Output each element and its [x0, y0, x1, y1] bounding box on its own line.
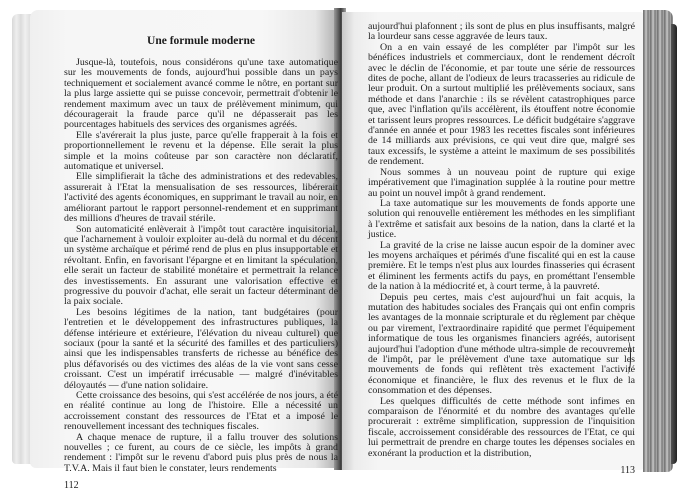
paragraph: Jusque-là, toutefois, nous considérons qu'une taxe automatique sur les mouvements de fonds, aujourd'hui possible dans un pays techniquement et socialement avancé comme le nôtre, en portant sur la plus large assiette qui se puisse concevoir, permettrait d'obtenir le rendement maximum avec un taux de prélèvement minimum, qui découragerait la fraude parce qu'il ne dépasserait pas les pourcentages habituels des services des organismes agréés.: [64, 57, 338, 131]
paragraph: Elle simplifierait la tâche des administrations et des redevables, assurerait à l'Etat la mensualisation de ses ressources, libérerait l'activité des agents économiques, en supprimant le travail au noir, en améliorant partout le rapport personnel-rendement et en supprimant des millions d'heures de travail stérile.: [64, 171, 338, 225]
paragraph: La gravité de la crise ne laisse aucun espoir de la dominer avec les moyens archaïques et périmés d'une fiscalité qui en est la cause première. Et le temps n'est plus aux lourdes finasseries qui écrasent et éliminent les ferments actifs du pays, en prométtant l'ensemble de la nation à la médiocrité et, à court terme, à la pauvreté.: [368, 239, 635, 293]
page-number-right: 113: [620, 465, 635, 477]
paragraph: aujourd'hui plafonnent ; ils sont de plus en plus insuffisants, malgré la lourdeur sans cesse aggravée de leurs taux.: [368, 21, 635, 43]
right-page-text: [368, 22, 635, 459]
paragraph: La taxe automatique sur les mouvements de fonds apporte une solution qui renouvelle entièrement les méthodes en les simplifiant à l'extrême et satisfait aux besoins de la nation, dans la clarté et la justice.: [368, 197, 635, 241]
left-page-text: [64, 58, 338, 474]
right-page-column: [368, 21, 635, 477]
handwritten-margin-bracket: [624, 340, 631, 374]
left-page-column: [64, 34, 338, 492]
paragraph: Cette croissance des besoins, qui s'est accélérée de nos jours, a été en réalité continue au long de l'histoire. Elle a nécessité un accroissement constant des ressources de l'Etat et a imposé le renouvellement incessant des techniques fiscales.: [64, 390, 338, 433]
paragraph: Son automaticité enlèverait à l'impôt tout caractère inquisitorial, que l'acharnement à vouloir exploiter au-delà du normal et du décent un système archaïque et périmé rend de plus en plus insupportable et révoltant. Enfin, en favorisant l'épargne et en limitant la spéculation, elle serait un facteur de stabilité monétaire et permettrait la relance des investissements. En assurant une valorisation effective et progressive du pouvoir d'achat, elle serait un facteur déterminant de la paix sociale.: [64, 223, 338, 308]
paragraph: Les besoins légitimes de la nation, tant budgétaires (pour l'entretien et le développement des infrastructures publiques, la défense intérieure et extérieure, l'élévation du niveau culturel) que sociaux (pour la santé et la sécurité des familles et des particuliers) ainsi que les indispensables transferts de richesse au bénéfice des plus défavorisés ou des victimes des aléas de la vie vont sans cesse croissant. C'est un impératif irrécusable — malgré d'inévitables déloyautés — d'une nation solidaire.: [64, 306, 338, 391]
paragraph: Elle s'avérerait la plus juste, parce qu'elle frapperait à la fois et proportionnellement le revenu et la dépense. Elle serait la plus simple et la moins coûteuse par son caractère non déclaratif, automatique et universel.: [64, 129, 338, 173]
paragraph: A chaque menace de rupture, il a fallu trouver des solutions nouvelles ; ce furent, au cours de ce siècle, les impôts à grand rendement : l'impôt sur le revenu d'abord puis plus près de nous la T.V.A. Mais il faut bien le constater, leurs rendements: [64, 431, 338, 474]
paragraph: Nous sommes à un nouveau point de rupture qui exige impérativement que l'imagination supplée à la routine pour mettre au point un nouvel impôt à grand rendement.: [368, 166, 635, 199]
right-page-edges: [643, 10, 673, 472]
paragraph: Les quelques difficultés de cette méthode sont infimes en comparaison de l'énormité et du nombre des avantages qu'elle procurerait : extrême simplification, suppression de l'inquisition fiscale, accroissement considérable des ressources de l'Etat, ce qui lui permettrait de prendre en charge toutes les dépenses sociales en exonérant la production et la distribution,: [368, 395, 635, 459]
page-number-left: 112: [64, 480, 79, 492]
paragraph: Depuis peu certes, mais c'est aujourd'hui un fait acquis, la mutation des habitudes sociales des Français qui ont enfin compris les avantages de la monnaie scripturale et du règlement par chèque ou par virement, l'extraordinaire rapidité que permet l'équipement informatique de tous les organismes financiers agréés, autorisent aujourd'hui l'adoption d'une méthode ultra-simple de recouvrement de l'impôt, par le prélèvement d'une taxe automatique sur les mouvements de fonds qui reflètent très exactement l'activité économique et financière, le flux des revenus et le flux de la consommation et des dépenses.: [368, 291, 635, 397]
chapter-title: Une formule moderne: [147, 35, 255, 47]
paragraph: On a en vain essayé de les compléter par l'impôt sur les bénéfices industriels et commerciaux, dont le rendement décroît avec le déclin de l'économie, et par toute une série de ressources dites de poche, allant de l'odieux de leurs tracasseries au ridicule de leur produit. On a surtout multiplié les prélèvements sociaux, sans méthode et dans l'anarchie : ils se révèlent catastrophiques parce que, avec l'inflation qu'ils accélèrent, ils étouffent notre économie et tarissent leurs propres ressources. Le déficit budgétaire s'aggrave d'année en année et pour 1983 les recettes fiscales sont inférieures de 14 milliards aux prévisions, ce qui veut dire que, malgré ses taux excessifs, le système a atteint le maximum de ses possibilités de rendement.: [368, 41, 635, 168]
